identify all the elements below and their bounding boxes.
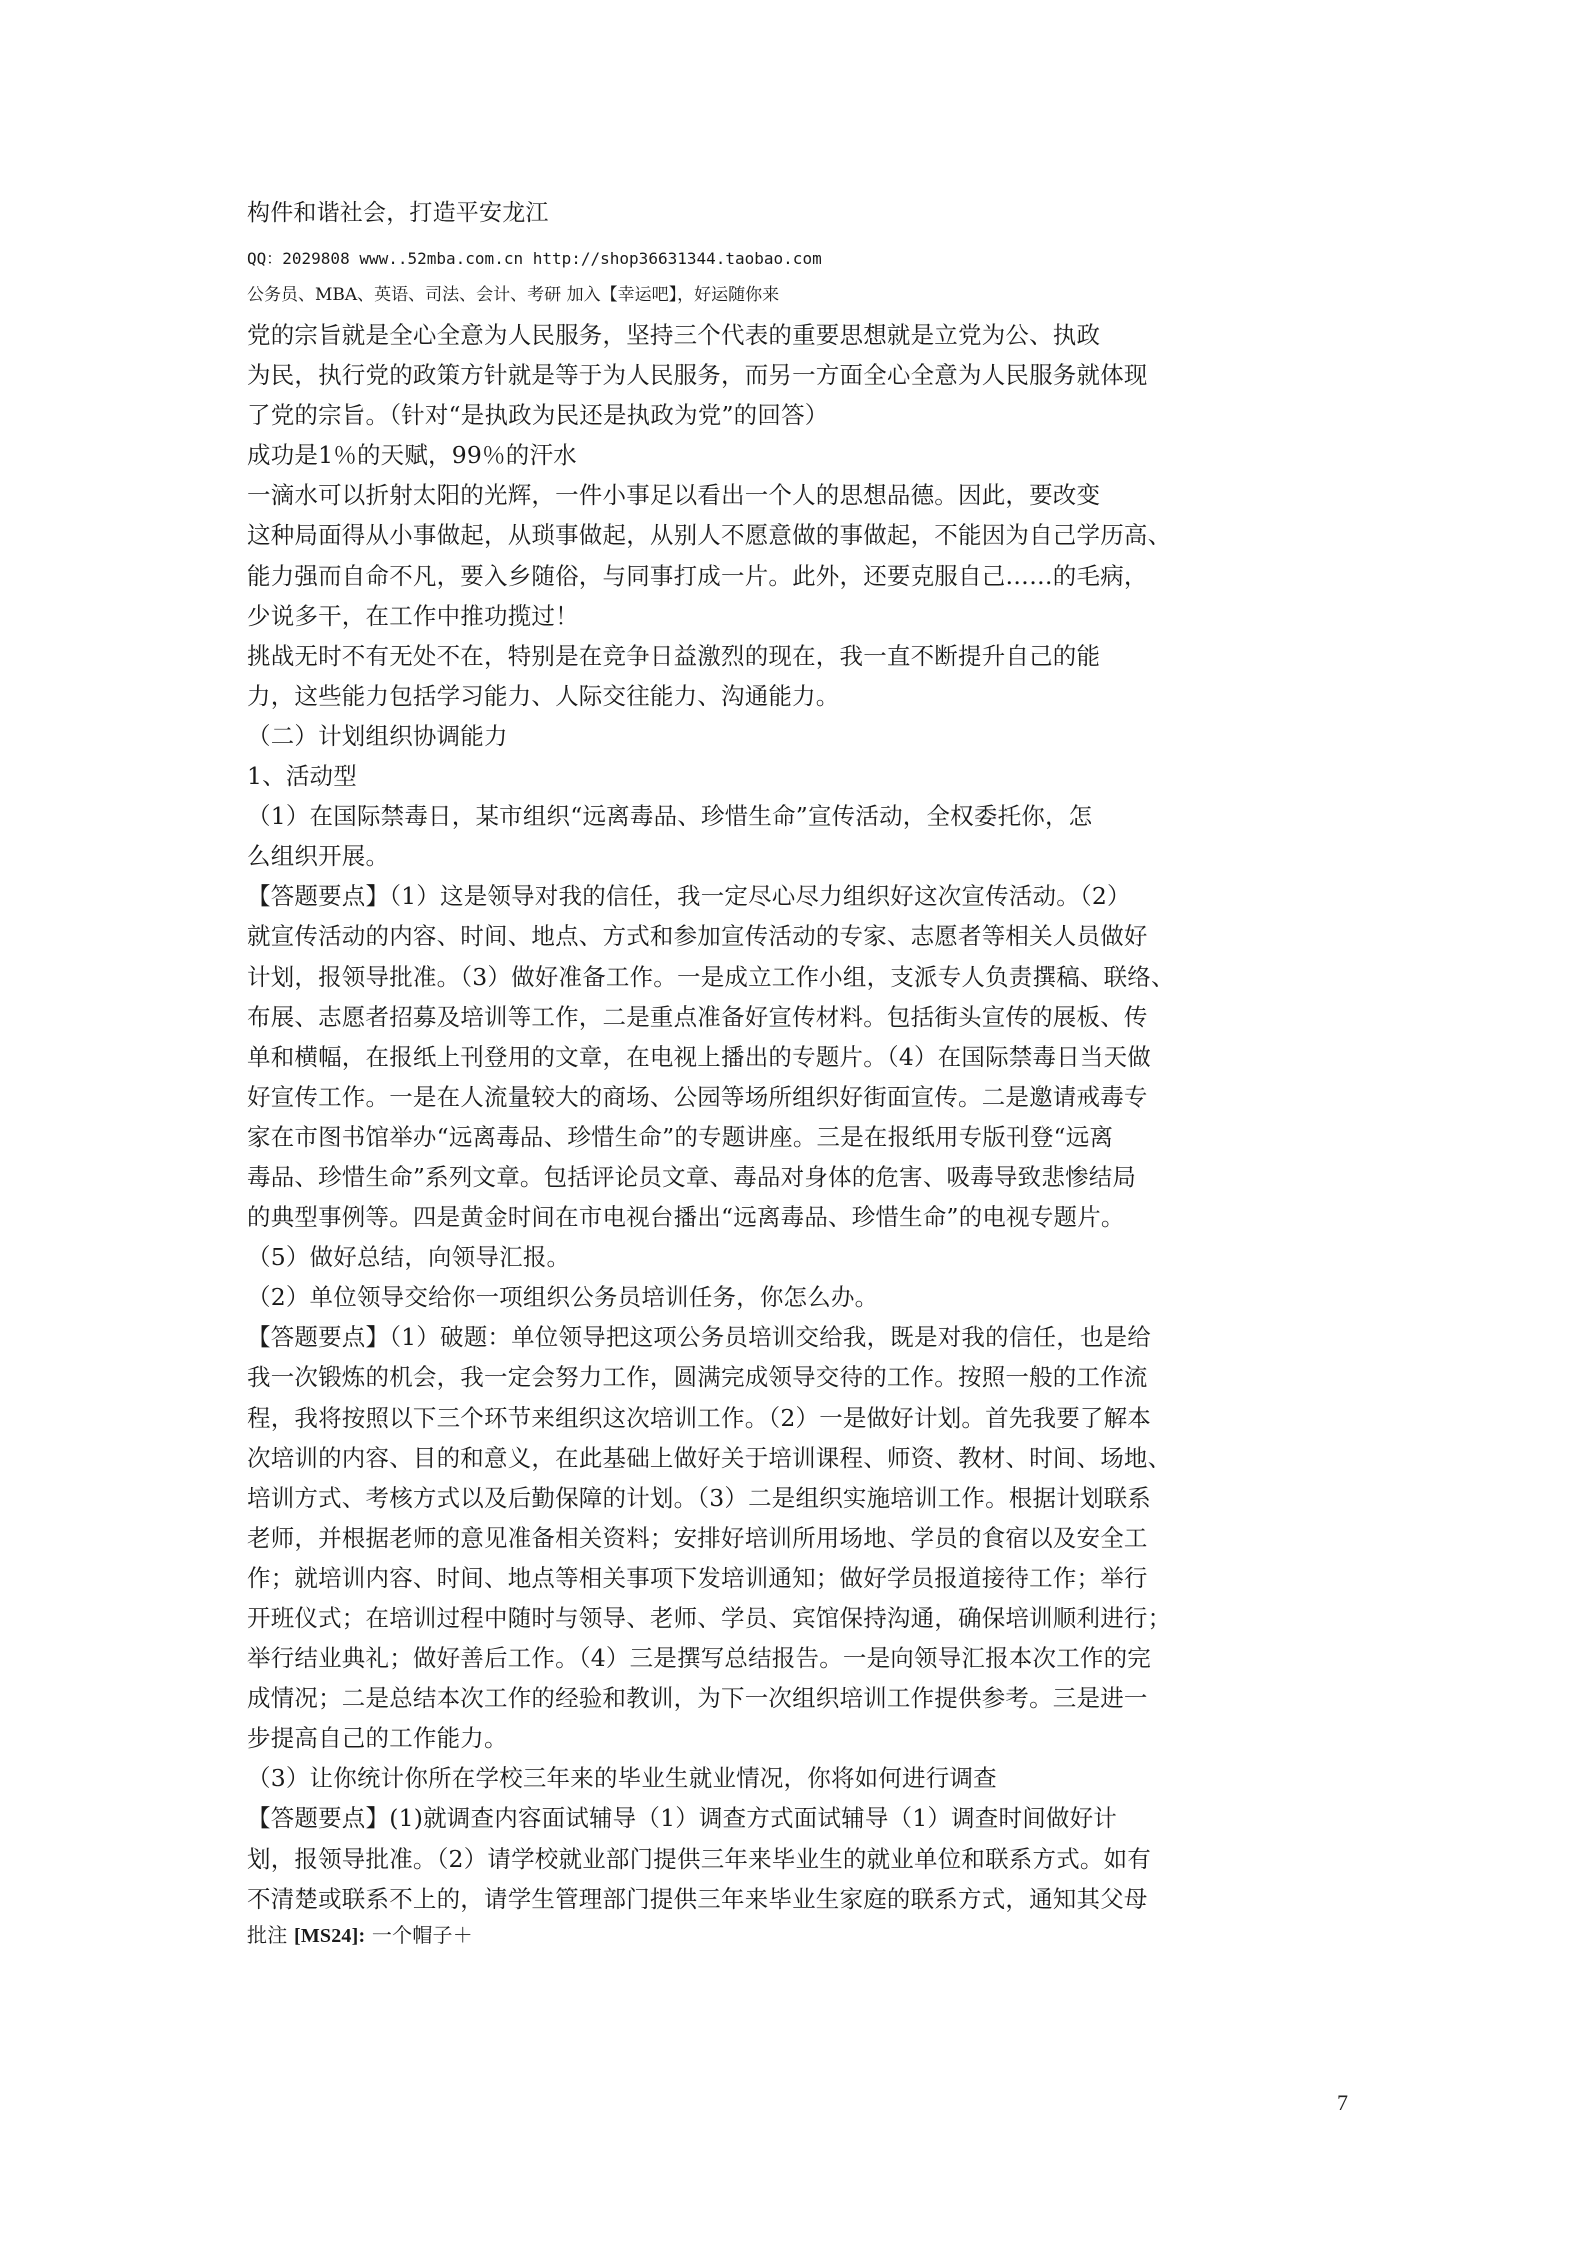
body-line: 家在市图书馆举办“远离毒品、珍惜生命”的专题讲座。三是在报纸用专版刊登“远离 [247,1122,1114,1151]
body-line: 党的宗旨就是全心全意为人民服务，坚持三个代表的重要思想就是立党为公、执政 [247,321,1101,349]
body-line: 我一次锻炼的机会，我一定会努力工作，圆满完成领导交待的工作。按照一般的工作流 [247,1363,1148,1392]
body-line: 作；就培训内容、时间、地点等相关事项下发培训通知；做好学员报道接待工作；举行 [247,1563,1148,1592]
body-line: （3）让你统计你所在学校三年来的毕业生就业情况，你将如何进行调查 [247,1764,997,1793]
body-line: 1、活动型 [247,762,357,791]
annotation-tag: [MS24]: [293,1924,366,1947]
body-line: 划，报领导批准。（2）请学校就业部门提供三年来毕业生的就业单位和联系方式。如有 [247,1844,1152,1873]
body-line: 成情况；二是总结本次工作的经验和教训，为下一次组织培训工作提供参考。三是进一 [247,1684,1148,1713]
body-line: 好宣传工作。一是在人流量较大的商场、公园等场所组织好街面宣传。二是邀请戒毒专 [247,1082,1148,1111]
body-line: 少说多干，在工作中推功揽过！ [247,601,579,630]
body-line: 布展、志愿者招募及培训等工作，二是重点准备好宣传材料。包括街头宣传的展板、传 [247,1002,1148,1031]
body-line: 了党的宗旨。（针对“是执政为民还是执政为党”的回答） [247,401,829,430]
body-line: 挑战无时不有无处不在，特别是在竞争日益激烈的现在，我一直不断提升自己的能 [247,641,1101,670]
body-line: 力，这些能力包括学习能力、人际交往能力、沟通能力。 [247,681,840,710]
comment-annotation [247,1918,1307,1952]
body-line: 【答题要点】（1）破题：单位领导把这项公务员培训交给我，既是对我的信任，也是给 [247,1323,1152,1352]
body-line: 计划，报领导批准。（3）做好准备工作。一是成立工作小组，支派专人负责撰稿、联络、 [247,962,1175,991]
body-line: （二）计划组织协调能力 [247,721,508,750]
body-line: 老师，并根据老师的意见准备相关资料；安排好培训所用场地、学员的食宿以及安全工 [247,1523,1148,1552]
body-line: 单和横幅，在报纸上刊登用的文章，在电视上播出的专题片。（4）在国际禁毒日当天做 [247,1042,1152,1071]
annotation-text: 一个帽子＋ [365,1922,473,1947]
body-line: 步提高自己的工作能力。 [247,1724,508,1753]
body-line: 这种局面得从小事做起，从琐事做起，从别人不愿意做的事做起，不能因为自己学历高、 [247,521,1172,550]
page-header-title: 构件和谐社会，打造平安龙江 [247,200,549,226]
page-number: 7 [1337,2090,1348,2115]
body-line: 一滴水可以折射太阳的光辉，一件小事足以看出一个人的思想品德。因此，要改变 [247,481,1101,510]
body-text [247,318,1307,1916]
body-line: 毒品、珍惜生命”系列文章。包括评论员文章、毒品对身体的危害、吸毒导致悲惨结局 [247,1162,1137,1191]
body-line: 次培训的内容、目的和意义，在此基础上做好关于培训课程、师资、教材、时间、场地、 [247,1443,1172,1472]
page-content [247,196,1307,1958]
annotation-prefix: 批注 [247,1922,294,1947]
body-line: 程，我将按照以下三个环节来组织这次培训工作。（2）一是做好计划。首先我要了解本 [247,1403,1152,1432]
body-line: 的典型事例等。四是黄金时间在市电视台播出“远离毒品、珍惜生命”的电视专题片。 [247,1203,1125,1232]
body-line: 为民，执行党的政策方针就是等于为人民服务，而另一方面全心全意为人民服务就体现 [247,361,1148,390]
body-line: 【答题要点】(1)就调查内容面试辅导（1）调查方式面试辅导（1）调查时间做好计 [247,1804,1117,1833]
contact-line: QQ：2029808 www..52mba.com.cn http://shop36631344.taobao.com [247,249,822,268]
body-line: 么组织开展。 [247,842,390,871]
body-line: 就宣传活动的内容、时间、地点、方式和参加宣传活动的专家、志愿者等相关人员做好 [247,922,1148,951]
body-line: 能力强而自命不凡，要入乡随俗，与同事打成一片。此外，还要克服自己……的毛病， [247,561,1148,590]
body-line: （2）单位领导交给你一项组织公务员培训任务，你怎么办。 [247,1283,879,1312]
body-line: 不清楚或联系不上的，请学生管理部门提供三年来毕业生家庭的联系方式，通知其父母 [247,1884,1148,1913]
promo-line: 公务员、MBA、英语、司法、会计、考研 加入【幸运吧】，好运随你来 [247,285,780,305]
body-line: 开班仪式；在培训过程中随时与领导、老师、学员、宾馆保持沟通，确保培训顺利进行； [247,1604,1172,1632]
body-line: （1）在国际禁毒日，某市组织“远离毒品、珍惜生命”宣传活动，全权委托你，怎 [247,802,1093,831]
body-line: （5）做好总结，向领导汇报。 [247,1243,571,1272]
body-line: 举行结业典礼；做好善后工作。（4）三是撰写总结报告。一是向领导汇报本次工作的完 [247,1644,1152,1673]
body-line: 培训方式、考核方式以及后勤保障的计划。（3）二是组织实施培训工作。根据计划联系 [247,1483,1152,1512]
body-line: 【答题要点】（1）这是领导对我的信任，我一定尽心尽力组织好这次宣传活动。（2） [247,882,1131,911]
body-line: 成功是1％的天赋，99％的汗水 [247,441,577,470]
